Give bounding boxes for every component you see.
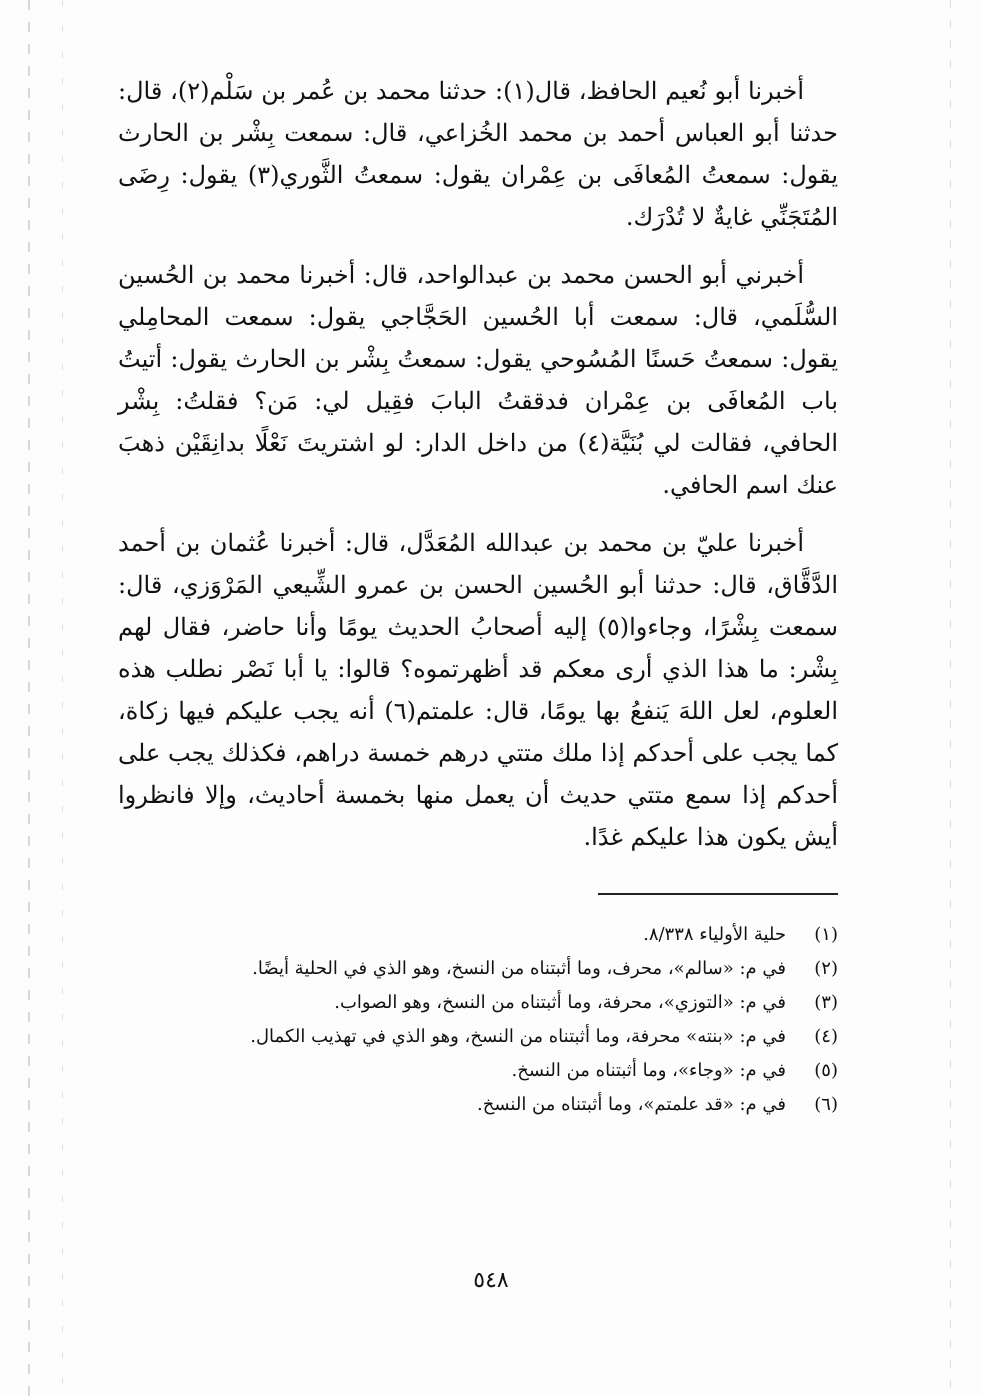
footnote-5 (118, 1054, 838, 1088)
scan-edge-mark (950, 0, 951, 1396)
footnote-separator (598, 893, 838, 895)
footnote-number: (٥) (814, 1060, 838, 1081)
footnote-text: في م: «بنته» محرفة، وما أثبتناه من النسخ، وهو الذي في تهذيب الكمال. (250, 1026, 786, 1047)
footnote-1 (118, 918, 838, 952)
page-number: ٥٤٨ (473, 1268, 509, 1293)
footnote-number: (٣) (814, 992, 838, 1013)
footnote-6 (118, 1088, 838, 1122)
footnote-text: في م: «قد علمتم»، وما أثبتناه من النسخ. (477, 1094, 786, 1115)
footnote-number: (١) (814, 924, 838, 945)
footnotes (118, 918, 838, 1122)
footnote-number: (٤) (814, 1026, 838, 1047)
footnote-2 (118, 952, 838, 986)
main-text (118, 70, 838, 874)
footnote-text: في م: «سالم»، محرف، وما أثبتناه من النسخ، وهو الذي في الحلية أيضًا. (252, 958, 786, 979)
paragraph-1: أخبرنا أبو نُعيم الحافظ، قال(١): حدثنا محمد بن عُمر بن سَلْم(٢)، قال: حدثنا أبو العباس أحمد بن محمد الخُزاعي، قال: سمعت بِشْر بن الحارث يقول: سمعتُ المُعافَى بن عِمْران يقول: سمعتُ الثَّوري(٣) يقول: رِضَى المُتَجَنِّي غايةٌ لا تُدْرَك. (118, 77, 839, 231)
footnote-text: في م: «وجاء»، وما أثبتناه من النسخ. (511, 1060, 786, 1081)
footnote-4 (118, 1020, 838, 1054)
footnote-text: حلية الأولياء ٨/٣٣٨. (643, 924, 786, 945)
scan-edge-mark (62, 0, 63, 1396)
paragraph-2: أخبرني أبو الحسن محمد بن عبدالواحد، قال: أخبرنا محمد بن الحُسين السُّلَمي، قال: سمعت أبا الحُسين الحَجَّاجي يقول: سمعت المحامِلي يقول: سمعتُ حَسنًا المُسُوحي يقول: سمعتُ بِشْر بن الحارث يقول: أتيتُ باب المُعافَى بن عِمْران فدققتُ البابَ فقِيل لي: مَن؟ فقلتُ: بِشْر الحافي، فقالت لي بُنَيَّة(٤) من داخل الدار: لو اشتريتَ نَعْلًا بدانِقَيْن ذهبَ عنك اسم الحافي. (118, 261, 838, 499)
footnote-number: (٦) (814, 1094, 838, 1115)
footnote-number: (٢) (814, 958, 838, 979)
footnote-3 (118, 986, 838, 1020)
footnote-text: في م: «التوزي»، محرفة، وما أثبتناه من النسخ، وهو الصواب. (334, 992, 786, 1013)
paragraph-3: أخبرنا عليّ بن محمد بن عبدالله المُعَدَّل، قال: أخبرنا عُثمان بن أحمد الدَّقَّاق، قال: حدثنا أبو الحُسين الحسن بن عمرو الشِّيعي المَرْوَزي، قال: سمعت بِشْرًا، وجاءوا(٥) إليه أصحابُ الحديث يومًا وأنا حاضر، فقال لهم بِشْر: ما هذا الذي أرى معكم قد أظهرتموه؟ قالوا: يا أبا نَصْر نطلب هذه العلوم، لعل اللهَ يَنفعُ بها يومًا، قال: علمتم(٦) أنه يجب عليكم فيها زكاة، كما يجب على أحدكم إذا ملك متتي درهم خمسة دراهم، فكذلك يجب على أحدكم إذا سمع متتي حديث أن يعمل منها بخمسة أحاديث، وإلا فانظروا أيش يكون هذا عليكم غدًا. (118, 529, 838, 851)
scan-edge-mark (28, 0, 30, 1396)
